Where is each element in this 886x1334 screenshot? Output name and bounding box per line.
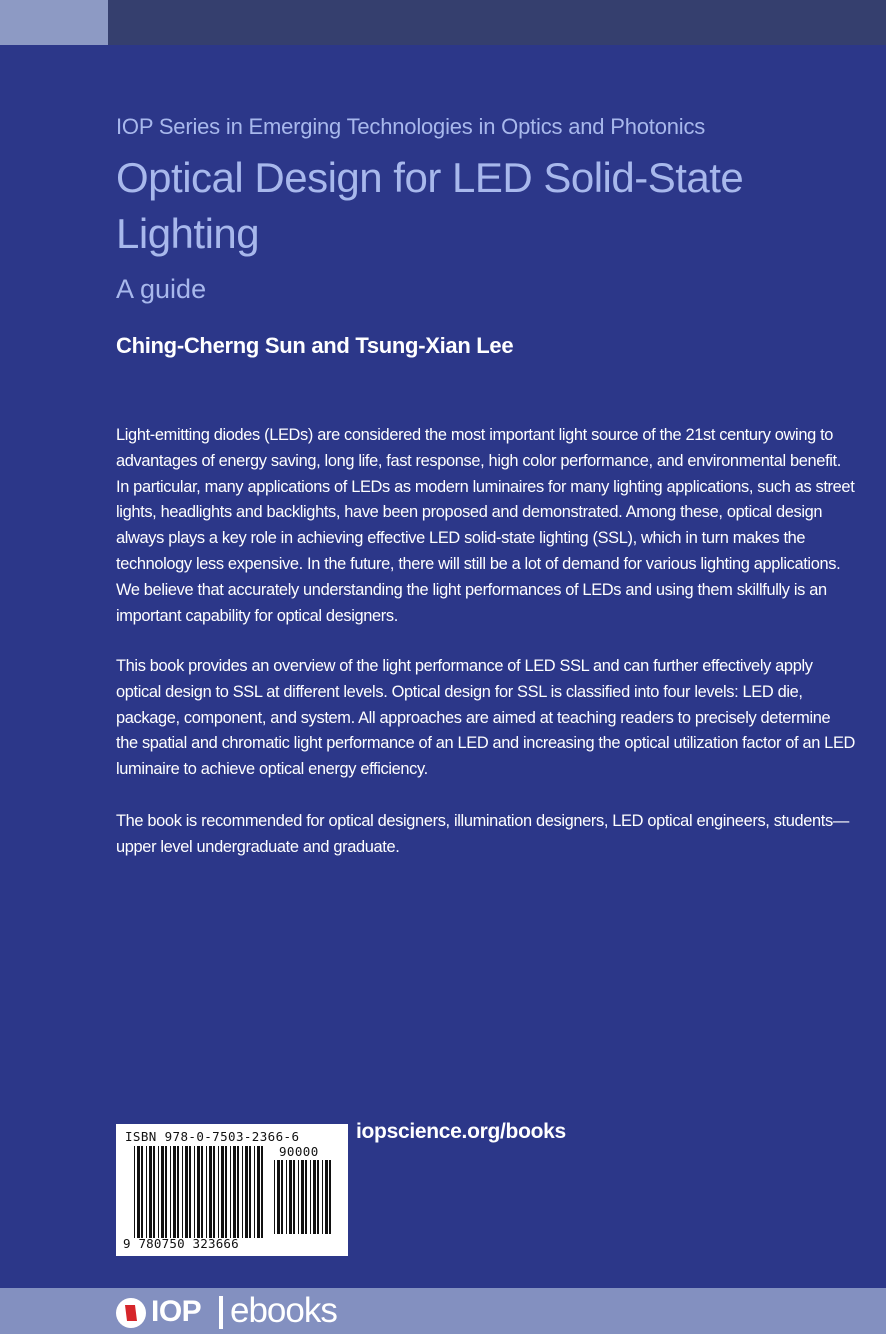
book-subtitle: A guide xyxy=(116,274,207,304)
book-authors: Ching-Cherng Sun and Tsung-Xian Lee xyxy=(116,333,514,358)
blurb-paragraph-2: This book provides an overview of the light performance of LED SSL and can further effectively apply optical design to SSL at different levels. Optical design for SSL is classified into four levels: LED die, package, component, and system. All approaches are aimed at teaching readers to precisely determine the spatial and chromatic light performance of an LED and increasing the optical utilization factor of an LED luminaire to achieve optical energy efficiency. xyxy=(116,657,856,779)
isbn-barcode xyxy=(116,1124,348,1256)
blurb-paragraph-1: Light-emitting diodes (LEDs) are considered the most important light source of the 21st century owing to advantages of energy saving, long life, fast response, high color performance, and environmental benefit. In particular, many applications of LEDs as modern luminaires for many lighting applications, such as street lights, headlights and backlights, have been proposed and demonstrated. Among these, optical design always plays a key role in achieving effective LED solid-state lighting (SSL), which in turn makes the technology less expensive. In the future, there will still be a lot of demand for various lighting applications. We believe that accurately understanding the light performances of LEDs and using them skillfully is an important capability for optical designers. xyxy=(116,426,855,625)
series-title: IOP Series in Emerging Technologies in Optics and Photonics xyxy=(116,114,706,139)
addon-barcode-bars xyxy=(274,1160,336,1234)
top-bar-tab xyxy=(0,0,108,45)
iop-logo-text: IOP xyxy=(151,1295,202,1328)
price-code: 90000 xyxy=(279,1144,319,1159)
ean-digits: 9 780750 323666 xyxy=(123,1236,239,1251)
isbn-label: ISBN 978-0-7503-2366-6 xyxy=(125,1129,300,1144)
blurb-paragraph-3: The book is recommended for optical designers, illumination designers, LED optical engineers, students—upper level undergraduate and graduate. xyxy=(116,812,849,856)
website-url[interactable]: iopscience.org/books xyxy=(356,1120,566,1143)
logo-separator xyxy=(219,1296,223,1329)
ean-barcode-bars xyxy=(134,1146,266,1238)
ebooks-logo-text: ebooks xyxy=(230,1291,337,1330)
top-bar xyxy=(0,0,886,45)
iop-logo-icon xyxy=(115,1297,147,1329)
book-title: Optical Design for LED Solid-State Lighting xyxy=(116,154,744,257)
